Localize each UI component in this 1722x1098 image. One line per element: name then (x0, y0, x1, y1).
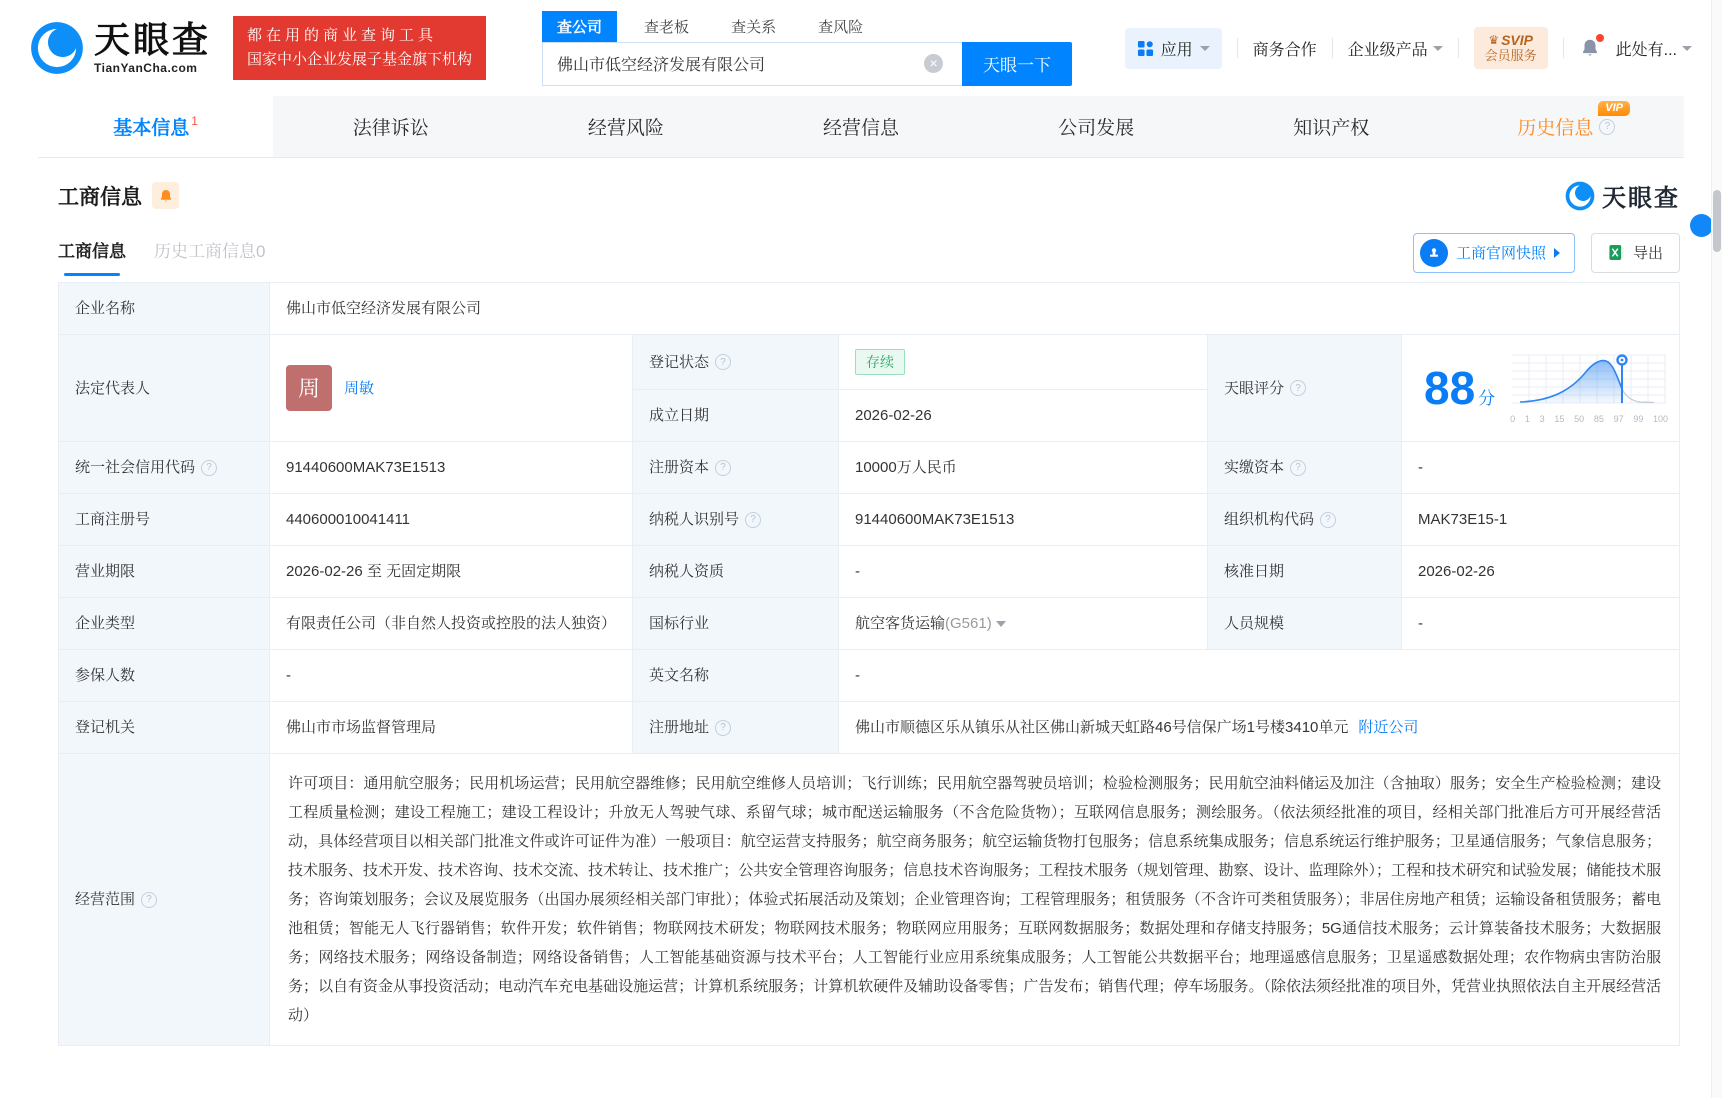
search-input[interactable] (542, 42, 962, 86)
status-badge: 存续 (855, 349, 905, 375)
search-row (542, 42, 1072, 86)
label-text: 注册资本 (649, 459, 710, 476)
section-header (58, 178, 1680, 213)
tick: 50 (1574, 413, 1585, 424)
tab-label: 公司发展 (1058, 118, 1135, 139)
business-scope-text: 许可项目：通用航空服务；民用机场运营；民用航空器维修；民用航空维修人员培训；飞行训练；民用航空器驾驶员培训；检验检测服务；民用航空油料储运及加注（含抽取）服务；安全生产检验检测；建设工程质量检测；建设工程施工；建设工程设计；升放无人驾驶气球、系留气球；城市配送运输服务（不含危险货物）；互联网信息服务；测绘服务。（依法须经批准的项目，经相关部门批准后方可开展经营活动，具体经营项目以相关部门批准文件或许可证件为准）一般项目：航空运营支持服务；航空商务服务；航空运输货物打包服务；信息系统集成服务；信息系统运行维护服务；卫星通信服务；气象信息服务；技术服务、技术开发、技术咨询、技术交流、技术转让、技术推广；公共安全管理咨询服务；信息技术咨询服务；工程技术服务（规划管理、勘察、设计、监理除外）；工程和技术研究和试验发展；储能技术服务；咨询策划服务；会议及展览服务（出国办展须经相关部门审批）；体验式拓展活动及策划；企业管理咨询；工程管理服务；租赁服务（不含许可类租赁服务）；非居住房地产租赁；运输设备租赁服务；蓄电池租赁；智能无人飞行器销售；软件开发；软件销售；物联网技术研发；物联网技术服务；物联网应用服务；互联网数据服务；数据处理和存储支持服务；5G通信技术服务；云计算装备技术服务；大数据服务；网络技术服务；网络设备制造；网络设备销售；人工智能基础资源与技术平台；人工智能行业应用系统集成服务；人工智能公共数据平台；地理遥感信息服务；卫星遥感数据处理；农作物病虫害防治服务；以自有资金从事投资活动；电动汽车充电基础设施运营；计算机系统服务；计算机软硬件及辅助设备零售；广告发布；销售代理；停车场服务。（除依法须经批准的项目外，凭营业执照依法自主开展经营活动） (288, 775, 1662, 1024)
subtab-label: 历史工商信息 (154, 242, 256, 261)
enterprise-products-label: 企业级产品 (1347, 41, 1428, 59)
tab-label: 经营信息 (822, 118, 899, 139)
label-text: 纳税人识别号 (649, 511, 740, 528)
tick: 0 (1510, 413, 1516, 424)
slogan-line1: 都在用的商业查询工具 (247, 27, 438, 44)
field-label-english-name (633, 650, 839, 702)
field-label-tianyan-score (1208, 335, 1402, 442)
search-tab-risk[interactable]: 查风险 (818, 18, 864, 36)
value-text: 91440600MAK73E1513 (286, 459, 446, 476)
field-value-registration-authority (270, 702, 633, 754)
snapshot-label: 工商官网快照 (1455, 245, 1546, 262)
field-value-registered-capital (839, 442, 1208, 494)
address-text: 佛山市顺德区乐从镇乐从社区佛山新城天虹路46号信保广场1号楼3410单元 (855, 719, 1349, 736)
field-label-registered-capital (633, 442, 839, 494)
subtab-history-business-info[interactable] (154, 229, 265, 276)
label-text: 营业期限 (75, 563, 136, 580)
more-menu[interactable] (1616, 37, 1692, 60)
vip-badge: VIP (1598, 101, 1630, 116)
value-text: - (1418, 459, 1423, 476)
help-icon[interactable] (201, 460, 217, 476)
value-text: - (855, 667, 860, 684)
floating-widget-button[interactable] (1690, 214, 1713, 237)
tianyancha-logo-icon (1565, 181, 1595, 211)
field-label-organization-code (1208, 494, 1402, 546)
value-text: - (855, 563, 860, 580)
official-snapshot-button[interactable] (1413, 233, 1575, 273)
help-icon[interactable] (141, 892, 157, 908)
help-icon[interactable] (715, 354, 731, 370)
search-tab-boss[interactable]: 查老板 (644, 18, 690, 36)
label-text: 经营范围 (75, 891, 136, 908)
clear-search-icon[interactable] (924, 54, 943, 73)
label-text: 天眼评分 (1224, 379, 1285, 397)
field-value-taxpayer-id (839, 494, 1208, 546)
value-text: 440600010041411 (286, 511, 411, 528)
table-actions (1413, 233, 1680, 273)
value-text: - (286, 667, 291, 684)
label-text: 国标行业 (649, 615, 710, 632)
field-label-approval-date (1208, 546, 1402, 598)
field-value-paid-in-capital (1402, 442, 1679, 494)
label-text: 企业名称 (75, 300, 136, 317)
tab-label: 经营风险 (587, 118, 664, 139)
cooperation-link[interactable]: 商务合作 (1252, 41, 1317, 59)
help-icon[interactable] (1320, 512, 1336, 528)
scrollbar-thumb[interactable] (1713, 190, 1721, 252)
business-info-table (58, 282, 1680, 1046)
score-value (1424, 362, 1496, 414)
field-label-business-scope (59, 754, 270, 1045)
tick: 15 (1554, 413, 1565, 424)
stamp-icon (1420, 239, 1448, 267)
value-text: 91440600MAK73E1513 (855, 511, 1015, 528)
search-area (542, 11, 1072, 86)
apps-grid-icon (1137, 40, 1154, 57)
field-value-legal-representative (270, 335, 633, 442)
tab-intellectual-property[interactable] (1214, 96, 1449, 157)
field-label-taxpayer-qualification (633, 546, 839, 598)
field-value-insured-count (270, 650, 633, 702)
tick: 3 (1539, 413, 1545, 424)
field-label-company-type (59, 598, 270, 650)
top-header (0, 0, 1722, 96)
subscribe-bell-button[interactable] (152, 182, 179, 209)
divider (1563, 38, 1564, 58)
value-text: 2026-02-26 (855, 407, 932, 424)
field-label-taxpayer-id (633, 494, 839, 546)
more-menu-label: 此处有... (1615, 41, 1677, 59)
label-text: 注册地址 (649, 719, 710, 736)
tick: 99 (1633, 413, 1644, 424)
tab-basic-info[interactable] (38, 96, 273, 157)
score-number: 88 (1424, 362, 1476, 414)
value-text: 航空客货运输 (855, 615, 946, 632)
divider (1458, 38, 1459, 58)
section-title: 工商信息 (58, 185, 142, 209)
help-icon[interactable] (1290, 380, 1306, 396)
field-label-national-industry (633, 598, 839, 650)
field-label-establishment-date (633, 390, 839, 442)
label-text: 组织机构代码 (1224, 511, 1315, 528)
header-menu (1125, 27, 1692, 69)
tianyancha-watermark-logo (1565, 178, 1680, 213)
label-text: 核准日期 (1224, 563, 1285, 580)
tab-label: 法律诉讼 (352, 118, 429, 139)
tab-label: 历史信息 (1517, 118, 1594, 139)
label-text: 法定代表人 (75, 379, 151, 397)
value-text: 10000万人民币 (855, 459, 957, 476)
score-axis-ticks (1509, 414, 1669, 424)
enterprise-products-link[interactable] (1348, 37, 1443, 60)
score-distribution-chart (1509, 353, 1669, 424)
company-nav-tabs (38, 96, 1684, 158)
help-icon[interactable] (715, 460, 731, 476)
avatar: 周 (286, 365, 332, 411)
help-icon[interactable] (715, 720, 731, 736)
chevron-down-icon[interactable] (996, 621, 1006, 627)
value-text: MAK73E15-1 (1418, 511, 1508, 528)
chevron-down-icon (1682, 46, 1692, 51)
tianyancha-logo[interactable] (30, 21, 211, 75)
value-text: 2026-02-26 (1418, 563, 1495, 580)
search-tabs (542, 11, 1072, 42)
export-label: 导出 (1632, 245, 1663, 262)
chevron-right-icon (1554, 248, 1560, 258)
value-text: 有限责任公司（非自然人投资或控股的法人独资） (286, 615, 617, 632)
watermark-text: 天眼查 (1602, 185, 1680, 212)
excel-icon (1608, 244, 1625, 261)
label-text: 英文名称 (649, 667, 710, 684)
subtab-count: 0 (256, 242, 266, 261)
tick: 85 (1593, 413, 1604, 424)
label-text: 人员规模 (1224, 615, 1285, 632)
field-label-insured-count (59, 650, 270, 702)
apps-menu-button[interactable] (1125, 28, 1222, 69)
chevron-down-icon (1200, 46, 1210, 51)
tab-label: 基本信息 (113, 118, 190, 139)
svip-member-button[interactable] (1474, 27, 1548, 69)
value-text: 2026-02-26 至 无固定期限 (286, 563, 462, 580)
field-label-registration-number (59, 494, 270, 546)
tick: 100 (1653, 413, 1669, 424)
divider (1332, 38, 1333, 58)
logo-subtitle: TianYanCha.com (94, 61, 198, 75)
tick: 1 (1524, 413, 1530, 424)
field-label-uscc (59, 442, 270, 494)
field-label-company-name (59, 283, 270, 335)
field-value-establishment-date (839, 390, 1208, 442)
field-label-legal-representative (59, 335, 270, 442)
field-value-national-industry (839, 598, 1208, 650)
tab-operating-risk[interactable] (508, 96, 743, 157)
divider (1237, 38, 1238, 58)
field-label-registered-address (633, 702, 839, 754)
logo-title: 天眼查 (94, 19, 212, 60)
field-value-company-type (270, 598, 633, 650)
value-text: - (1418, 615, 1423, 632)
field-value-approval-date (1402, 546, 1679, 598)
label-text: 企业类型 (75, 615, 136, 632)
label-text: 登记状态 (649, 353, 710, 371)
subtab-business-info[interactable]: 工商信息 (58, 229, 126, 276)
search-button[interactable]: 天眼一下 (962, 42, 1072, 86)
value-text: 佛山市市场监督管理局 (286, 719, 437, 736)
tianyancha-logo-icon (30, 21, 84, 75)
tab-count: 1 (191, 113, 198, 128)
notification-bell-button[interactable] (1579, 37, 1601, 59)
subtab-toolbar (58, 229, 1680, 276)
help-icon[interactable] (1290, 460, 1306, 476)
label-text: 工商注册号 (75, 511, 151, 528)
help-icon[interactable] (745, 512, 761, 528)
field-value-taxpayer-qualification (839, 546, 1208, 598)
tab-label: 知识产权 (1293, 118, 1370, 139)
notification-dot (1596, 34, 1604, 42)
field-label-registration-status (633, 335, 839, 390)
bell-icon (158, 188, 174, 204)
chevron-down-icon (1433, 46, 1443, 51)
field-label-staff-size (1208, 598, 1402, 650)
score-unit: 分 (1478, 389, 1496, 408)
label-text: 登记机关 (75, 719, 136, 736)
label-text: 实缴资本 (1224, 459, 1285, 476)
export-button[interactable] (1591, 233, 1680, 273)
label-text: 参保人数 (75, 667, 136, 684)
field-value-company-name (270, 283, 1679, 335)
tab-legal-proceedings[interactable] (273, 96, 508, 157)
apps-label: 应用 (1160, 41, 1193, 59)
label-text: 统一社会信用代码 (75, 459, 196, 476)
field-value-registration-number (270, 494, 633, 546)
svip-label: SVIP (1501, 32, 1533, 48)
tab-operating-info[interactable] (743, 96, 978, 157)
nearby-companies-link[interactable]: 附近公司 (1358, 719, 1419, 736)
field-value-uscc (270, 442, 633, 494)
label-text: 成立日期 (649, 407, 710, 424)
crown-icon: ♛ (1488, 33, 1500, 47)
legal-representative-link[interactable]: 周敏 (344, 379, 375, 397)
field-value-registered-address (839, 702, 1679, 754)
tick: 97 (1613, 413, 1624, 424)
svip-sublabel: 会员服务 (1484, 48, 1537, 63)
field-value-registration-status (839, 335, 1208, 390)
field-value-business-scope (270, 754, 1679, 1045)
field-value-tianyan-score (1402, 335, 1679, 442)
search-tab-relation[interactable]: 查关系 (731, 18, 777, 36)
slogan-line2: 国家中小企业发展子基金旗下机构 (247, 51, 473, 68)
value-text: 佛山市低空经济发展有限公司 (286, 300, 482, 317)
label-text: 纳税人资质 (649, 563, 725, 580)
field-value-staff-size (1402, 598, 1679, 650)
industry-code: (G561) (945, 615, 992, 632)
tab-history-info[interactable] (1449, 96, 1684, 157)
search-tab-company[interactable]: 查公司 (542, 11, 617, 42)
field-value-english-name (839, 650, 1679, 702)
help-icon[interactable] (1599, 119, 1615, 135)
page-scrollbar (1711, 0, 1722, 1098)
logo-text (94, 19, 212, 75)
field-label-paid-in-capital (1208, 442, 1402, 494)
tab-company-development[interactable] (979, 96, 1214, 157)
field-value-organization-code (1402, 494, 1679, 546)
field-label-registration-authority (59, 702, 270, 754)
slogan-badge (233, 16, 486, 80)
field-value-business-term (270, 546, 633, 598)
field-label-business-term (59, 546, 270, 598)
